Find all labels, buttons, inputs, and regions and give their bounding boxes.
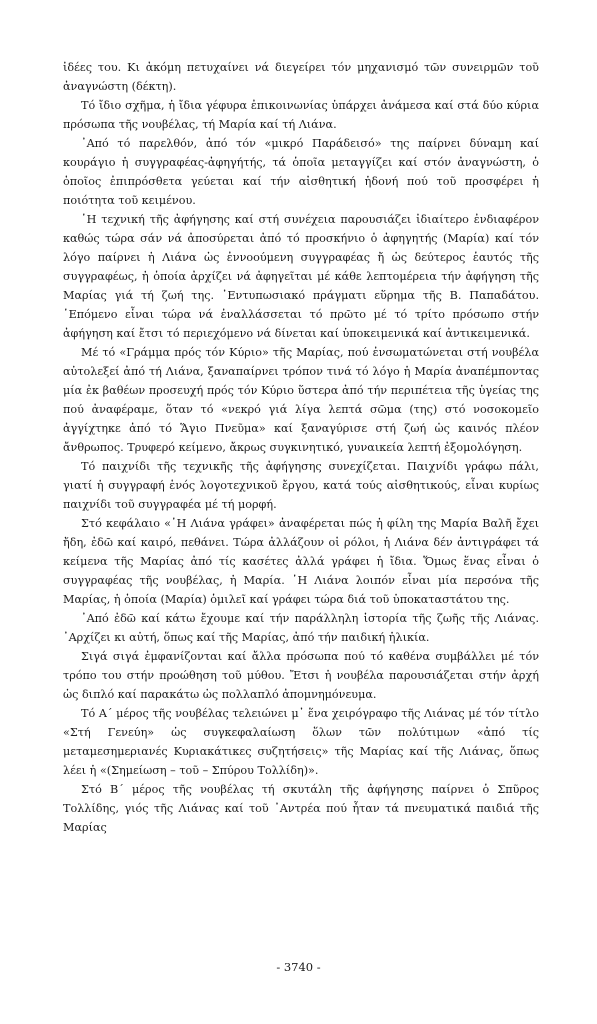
paragraph: Τό Α΄ μέρος τῆς νουβέλας τελειώνει μ᾿ ἕνα χειρόγραφο τῆς Λιάνας μέ τόν τίτλο «Στή Γενεύη» ὡς συγκεφαλαίωση ὅλων τῶν πολύτιμων «ἀπό τίς μεταμεσημεριανές Κυριακάτικες συζητήσεις» τῆς Μαρίας καί τῆς Λιάνας, ὅπως λέει ἡ «(Σημείωση – τοῦ – Σπύρου Τολλίδη)». bbox=[63, 707, 539, 777]
paragraph: Στό κεφάλαιο «῾Η Λιάνα γράφει» ἀναφέρεται πώς ἡ φίλη της Μαρία Βαλῆ ἔχει ἤδη, ἐδῶ καί καιρό, πεθάνει. Τώρα ἀλλάζουν οἱ ρόλοι, ἡ Λιάνα δέν ἀντιγράφει τά κείμενα τῆς Μαρίας ἀπό τίς κασέτες ἀλλά γράφει ἡ ἴδια. Ὅμως ἕνας εἶναι ὁ συγγραφέας τῆς νουβέλας, ἡ Μαρία. ῾Η Λιάνα λοιπόν εἶναι μία περσόνα τῆς Μαρίας, ἡ ὁποία (Μαρία) ὁμιλεῖ καί γράφει τώρα διά τοῦ ὑποκαταστάτου της. bbox=[63, 517, 539, 606]
paragraph: Τό ἴδιο σχῆμα, ἡ ἴδια γέφυρα ἐπικοινωνίας ὑπάρχει ἀνάμεσα καί στά δύο κύρια πρόσωπα τῆς νουβέλας, τή Μαρία καί τή Λιάνα. bbox=[63, 99, 539, 131]
paragraph: Σιγά σιγά ἐμφανίζονται καί ἄλλα πρόσωπα πού τό καθένα συμβάλλει μέ τόν τρόπο του στήν προώθηση τοῦ μύθου. Ἔτσι ἡ νουβέλα παρουσιάζεται στήν ἀρχή ὡς διπλό καί παρακάτω ὡς πολλαπλό ἀπομνημόνευμα. bbox=[63, 650, 539, 701]
paragraph: ἰδέες του. Κι ἀκόμη πετυχαίνει νά διεγείρει τόν μηχανισμό τῶν συνειρμῶν τοῦ ἀναγνώστη (δέκτη). bbox=[63, 61, 539, 93]
paragraph: Μέ τό «Γράμμα πρός τόν Κύριο» τῆς Μαρίας, πού ἐνσωματώνεται στή νουβέλα αὐτολεξεί ἀπό τή Λιάνα, ξαναπαίρνει τρόπον τινά τό λόγο ἡ Μαρία ἀναπέμποντας μία ἐκ βαθέων προσευχή πρός τόν Κύριο ὕστερα ἀπό τήν περιπέτεια τῆς ὑγείας της πού ἀναφέραμε, ὅταν τό «νεκρό γιά λίγα λεπτά σῶμα (της) στό νοσοκομεῖο ἀγγίχτηκε ἀπό τό Ἅγιο Πνεῦμα» καί ξαναγύρισε στή ζωή ὡς καινός πλέον ἄνθρωπος. Τρυφερό κείμενο, ἄκρως συγκινητικό, γυναικεία λεπτή ἐξομολόγηση. bbox=[63, 346, 539, 454]
paragraph: ᾿Από ἐδῶ καί κάτω ἔχουμε καί τήν παράλληλη ἱστορία τῆς ζωῆς τῆς Λιάνας. ᾿Αρχίζει κι αὐτή, ὅπως καί τῆς Μαρίας, ἀπό τήν παιδική ἡλικία. bbox=[63, 612, 539, 644]
page-body bbox=[63, 58, 539, 837]
page-number: - 3740 - bbox=[276, 960, 321, 974]
paragraph: Τό παιχνίδι τῆς τεχνικῆς τῆς ἀφήγησης συνεχίζεται. Παιχνίδι γράφω πάλι, γιατί ἡ συγγραφή ἑνός λογοτεχνικοῦ ἔργου, κατά τούς αἰσθητικούς, εἶναι κυρίως παιχνίδι τοῦ συγγραφέα μέ τή μορφή. bbox=[63, 460, 539, 511]
paragraph: ῾Η τεχνική τῆς ἀφήγησης καί στή συνέχεια παρουσιάζει ἰδιαίτερο ἐνδιαφέρον καθώς τώρα σάν νά ἀποσύρεται ἀπό τό προσκήνιο ὁ ἀφηγητής (Μαρία) καί τόν λόγο παίρνει ἡ Λιάνα ὡς ἐννοούμενη συγγραφέας ἤ ὡς δεύτερος ἑαυτός τῆς συγγραφέως, ἡ ὁποία ἀρχίζει νά ἀφηγεῖται μέ κάθε λεπτομέρεια τήν ἀφήγηση τῆς Μαρίας γιά τή ζωή της. ᾿Εντυπωσιακό πράγματι εὕρημα τῆς Β. Παπαδάτου. ῾Επόμενο εἶναι τώρα νά ἐναλλάσσεται τό πρῶτο μέ τό τρίτο πρόσωπο στήν ἀφήγηση καί ἔτσι τό περιεχόμενο νά δίνεται καί ὑποκειμενικά καί ἀντικειμενικά. bbox=[63, 213, 539, 340]
paragraph: ᾿Από τό παρελθόν, ἀπό τόν «μικρό Παράδεισό» της παίρνει δύναμη καί κουράγιο ἡ συγγραφέας-ἀφηγήτής, τά ὁποῖα μεταγγίζει καί στόν ἀναγνώστη, ὁ ὁποῖος ἐπιπρόσθετα γεύεται καί τήν αἰσθητική ἡδονή πού τοῦ προσφέρει ἡ ποιότητα τοῦ κειμένου. bbox=[63, 137, 539, 207]
paragraph: Στό Β΄ μέρος τῆς νουβέλας τή σκυτάλη τῆς ἀφήγησης παίρνει ὁ Σπῦρος Τολλίδης, γιός τῆς Λιάνας καί τοῦ ᾿Αντρέα πού ἦταν τά πνευματικά παιδιά τῆς Μαρίας bbox=[63, 783, 539, 834]
